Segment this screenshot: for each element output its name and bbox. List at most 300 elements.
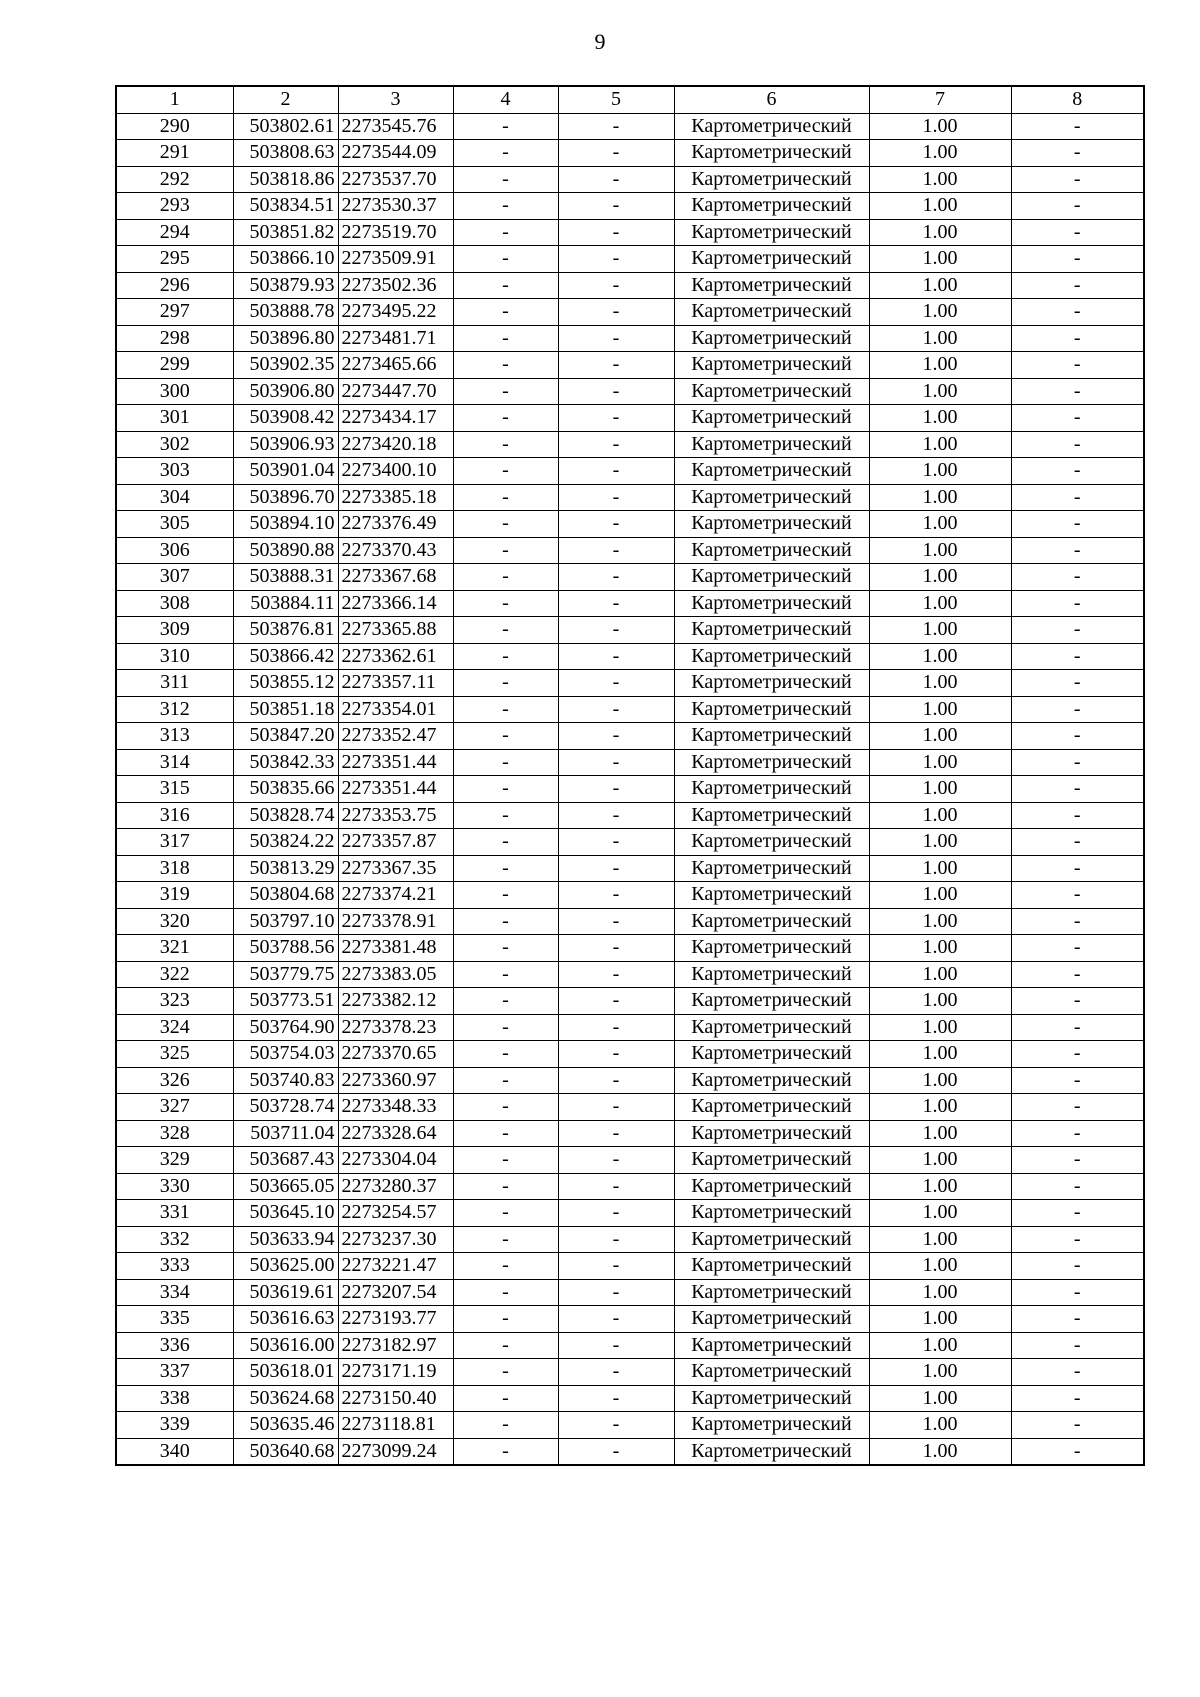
- y-coordinate-cell: 2273537.70: [338, 166, 453, 193]
- table-body: [116, 113, 1144, 1465]
- col8-cell: -: [1011, 802, 1144, 829]
- col5-cell: -: [558, 378, 674, 405]
- method-cell: Картометрический: [674, 458, 869, 485]
- y-coordinate-cell: 2273365.88: [338, 617, 453, 644]
- method-cell: Картометрический: [674, 352, 869, 379]
- point-number-cell: 296: [116, 272, 233, 299]
- method-cell: Картометрический: [674, 988, 869, 1015]
- col5-cell: -: [558, 802, 674, 829]
- method-cell: Картометрический: [674, 749, 869, 776]
- x-coordinate-cell: 503866.10: [233, 246, 338, 273]
- method-cell: Картометрический: [674, 1120, 869, 1147]
- col4-cell: -: [453, 325, 558, 352]
- col8-cell: -: [1011, 1041, 1144, 1068]
- point-number-cell: 299: [116, 352, 233, 379]
- accuracy-cell: 1.00: [869, 219, 1011, 246]
- col8-cell: -: [1011, 776, 1144, 803]
- point-number-cell: 318: [116, 855, 233, 882]
- table-row: [116, 1226, 1144, 1253]
- table-row: [116, 1173, 1144, 1200]
- method-cell: Картометрический: [674, 802, 869, 829]
- col5-cell: -: [558, 1359, 674, 1386]
- method-cell: Картометрический: [674, 1200, 869, 1227]
- col5-cell: -: [558, 484, 674, 511]
- accuracy-cell: 1.00: [869, 1359, 1011, 1386]
- col8-cell: -: [1011, 113, 1144, 140]
- column-header: 8: [1011, 86, 1144, 113]
- col4-cell: -: [453, 829, 558, 856]
- method-cell: Картометрический: [674, 272, 869, 299]
- x-coordinate-cell: 503884.11: [233, 590, 338, 617]
- col8-cell: -: [1011, 1306, 1144, 1333]
- point-number-cell: 307: [116, 564, 233, 591]
- col4-cell: -: [453, 1438, 558, 1465]
- accuracy-cell: 1.00: [869, 1041, 1011, 1068]
- method-cell: Картометрический: [674, 776, 869, 803]
- point-number-cell: 300: [116, 378, 233, 405]
- x-coordinate-cell: 503866.42: [233, 643, 338, 670]
- table-row: [116, 1385, 1144, 1412]
- col5-cell: -: [558, 1147, 674, 1174]
- table-row: [116, 776, 1144, 803]
- col8-cell: -: [1011, 643, 1144, 670]
- col8-cell: -: [1011, 935, 1144, 962]
- col8-cell: -: [1011, 590, 1144, 617]
- point-number-cell: 304: [116, 484, 233, 511]
- col8-cell: -: [1011, 272, 1144, 299]
- x-coordinate-cell: 503888.78: [233, 299, 338, 326]
- y-coordinate-cell: 2273352.47: [338, 723, 453, 750]
- table-row: [116, 723, 1144, 750]
- point-number-cell: 293: [116, 193, 233, 220]
- method-cell: Картометрический: [674, 1094, 869, 1121]
- x-coordinate-cell: 503728.74: [233, 1094, 338, 1121]
- x-coordinate-cell: 503804.68: [233, 882, 338, 909]
- method-cell: Картометрический: [674, 1412, 869, 1439]
- accuracy-cell: 1.00: [869, 988, 1011, 1015]
- col8-cell: -: [1011, 1332, 1144, 1359]
- point-number-cell: 334: [116, 1279, 233, 1306]
- point-number-cell: 290: [116, 113, 233, 140]
- table-row: [116, 855, 1144, 882]
- accuracy-cell: 1.00: [869, 1306, 1011, 1333]
- col8-cell: -: [1011, 1385, 1144, 1412]
- method-cell: Картометрический: [674, 670, 869, 697]
- x-coordinate-cell: 503842.33: [233, 749, 338, 776]
- accuracy-cell: 1.00: [869, 1147, 1011, 1174]
- x-coordinate-cell: 503740.83: [233, 1067, 338, 1094]
- y-coordinate-cell: 2273383.05: [338, 961, 453, 988]
- point-number-cell: 315: [116, 776, 233, 803]
- col8-cell: -: [1011, 458, 1144, 485]
- x-coordinate-cell: 503640.68: [233, 1438, 338, 1465]
- col5-cell: -: [558, 166, 674, 193]
- col5-cell: -: [558, 1412, 674, 1439]
- y-coordinate-cell: 2273447.70: [338, 378, 453, 405]
- x-coordinate-cell: 503618.01: [233, 1359, 338, 1386]
- method-cell: Картометрический: [674, 140, 869, 167]
- col5-cell: -: [558, 670, 674, 697]
- method-cell: Картометрический: [674, 431, 869, 458]
- table-row: [116, 961, 1144, 988]
- point-number-cell: 320: [116, 908, 233, 935]
- column-header: 6: [674, 86, 869, 113]
- x-coordinate-cell: 503624.68: [233, 1385, 338, 1412]
- x-coordinate-cell: 503711.04: [233, 1120, 338, 1147]
- point-number-cell: 295: [116, 246, 233, 273]
- point-number-cell: 325: [116, 1041, 233, 1068]
- accuracy-cell: 1.00: [869, 829, 1011, 856]
- y-coordinate-cell: 2273353.75: [338, 802, 453, 829]
- table-row: [116, 882, 1144, 909]
- col5-cell: -: [558, 1041, 674, 1068]
- col4-cell: -: [453, 246, 558, 273]
- method-cell: Картометрический: [674, 855, 869, 882]
- method-cell: Картометрический: [674, 299, 869, 326]
- y-coordinate-cell: 2273502.36: [338, 272, 453, 299]
- x-coordinate-cell: 503902.35: [233, 352, 338, 379]
- col4-cell: -: [453, 1226, 558, 1253]
- accuracy-cell: 1.00: [869, 855, 1011, 882]
- y-coordinate-cell: 2273378.23: [338, 1014, 453, 1041]
- col4-cell: -: [453, 219, 558, 246]
- x-coordinate-cell: 503619.61: [233, 1279, 338, 1306]
- col4-cell: -: [453, 802, 558, 829]
- col8-cell: -: [1011, 988, 1144, 1015]
- accuracy-cell: 1.00: [869, 1332, 1011, 1359]
- col8-cell: -: [1011, 829, 1144, 856]
- col5-cell: -: [558, 352, 674, 379]
- table-row: [116, 1359, 1144, 1386]
- col5-cell: -: [558, 1385, 674, 1412]
- col4-cell: -: [453, 908, 558, 935]
- col5-cell: -: [558, 723, 674, 750]
- method-cell: Картометрический: [674, 378, 869, 405]
- col8-cell: -: [1011, 670, 1144, 697]
- col4-cell: -: [453, 590, 558, 617]
- col4-cell: -: [453, 1120, 558, 1147]
- method-cell: Картометрический: [674, 166, 869, 193]
- col4-cell: -: [453, 776, 558, 803]
- x-coordinate-cell: 503797.10: [233, 908, 338, 935]
- y-coordinate-cell: 2273304.04: [338, 1147, 453, 1174]
- table-row: [116, 140, 1144, 167]
- table-row: [116, 246, 1144, 273]
- col8-cell: -: [1011, 1359, 1144, 1386]
- col5-cell: -: [558, 1332, 674, 1359]
- accuracy-cell: 1.00: [869, 1094, 1011, 1121]
- accuracy-cell: 1.00: [869, 405, 1011, 432]
- method-cell: Картометрический: [674, 1147, 869, 1174]
- y-coordinate-cell: 2273118.81: [338, 1412, 453, 1439]
- col4-cell: -: [453, 1041, 558, 1068]
- method-cell: Картометрический: [674, 1359, 869, 1386]
- col8-cell: -: [1011, 1147, 1144, 1174]
- method-cell: Картометрический: [674, 193, 869, 220]
- col4-cell: -: [453, 1279, 558, 1306]
- col5-cell: -: [558, 140, 674, 167]
- col4-cell: -: [453, 511, 558, 538]
- col5-cell: -: [558, 749, 674, 776]
- table-row: [116, 431, 1144, 458]
- method-cell: Картометрический: [674, 1226, 869, 1253]
- accuracy-cell: 1.00: [869, 299, 1011, 326]
- method-cell: Картометрический: [674, 829, 869, 856]
- y-coordinate-cell: 2273357.11: [338, 670, 453, 697]
- col5-cell: -: [558, 961, 674, 988]
- x-coordinate-cell: 503635.46: [233, 1412, 338, 1439]
- y-coordinate-cell: 2273376.49: [338, 511, 453, 538]
- col8-cell: -: [1011, 484, 1144, 511]
- accuracy-cell: 1.00: [869, 564, 1011, 591]
- table-row: [116, 1332, 1144, 1359]
- col8-cell: -: [1011, 166, 1144, 193]
- accuracy-cell: 1.00: [869, 378, 1011, 405]
- method-cell: Картометрический: [674, 1014, 869, 1041]
- point-number-cell: 308: [116, 590, 233, 617]
- table-row: [116, 405, 1144, 432]
- table-row: [116, 511, 1144, 538]
- col8-cell: -: [1011, 723, 1144, 750]
- col4-cell: -: [453, 431, 558, 458]
- x-coordinate-cell: 503876.81: [233, 617, 338, 644]
- col5-cell: -: [558, 643, 674, 670]
- point-number-cell: 328: [116, 1120, 233, 1147]
- y-coordinate-cell: 2273221.47: [338, 1253, 453, 1280]
- col4-cell: -: [453, 378, 558, 405]
- point-number-cell: 333: [116, 1253, 233, 1280]
- accuracy-cell: 1.00: [869, 537, 1011, 564]
- table-row: [116, 617, 1144, 644]
- col5-cell: -: [558, 1253, 674, 1280]
- col8-cell: -: [1011, 908, 1144, 935]
- accuracy-cell: 1.00: [869, 749, 1011, 776]
- table-row: [116, 193, 1144, 220]
- col4-cell: -: [453, 670, 558, 697]
- accuracy-cell: 1.00: [869, 670, 1011, 697]
- col5-cell: -: [558, 988, 674, 1015]
- y-coordinate-cell: 2273357.87: [338, 829, 453, 856]
- method-cell: Картометрический: [674, 113, 869, 140]
- x-coordinate-cell: 503835.66: [233, 776, 338, 803]
- point-number-cell: 332: [116, 1226, 233, 1253]
- table-row: [116, 1438, 1144, 1465]
- accuracy-cell: 1.00: [869, 776, 1011, 803]
- accuracy-cell: 1.00: [869, 617, 1011, 644]
- method-cell: Картометрический: [674, 325, 869, 352]
- accuracy-cell: 1.00: [869, 166, 1011, 193]
- y-coordinate-cell: 2273434.17: [338, 405, 453, 432]
- col8-cell: -: [1011, 1014, 1144, 1041]
- x-coordinate-cell: 503645.10: [233, 1200, 338, 1227]
- method-cell: Картометрический: [674, 1438, 869, 1465]
- col5-cell: -: [558, 564, 674, 591]
- col5-cell: -: [558, 1279, 674, 1306]
- x-coordinate-cell: 503616.63: [233, 1306, 338, 1333]
- y-coordinate-cell: 2273351.44: [338, 749, 453, 776]
- y-coordinate-cell: 2273099.24: [338, 1438, 453, 1465]
- col5-cell: -: [558, 855, 674, 882]
- col8-cell: -: [1011, 1438, 1144, 1465]
- x-coordinate-cell: 503616.00: [233, 1332, 338, 1359]
- method-cell: Картометрический: [674, 564, 869, 591]
- column-header: 4: [453, 86, 558, 113]
- col4-cell: -: [453, 1332, 558, 1359]
- col4-cell: -: [453, 193, 558, 220]
- y-coordinate-cell: 2273207.54: [338, 1279, 453, 1306]
- accuracy-cell: 1.00: [869, 511, 1011, 538]
- method-cell: Картометрический: [674, 935, 869, 962]
- method-cell: Картометрический: [674, 1253, 869, 1280]
- method-cell: Картометрический: [674, 908, 869, 935]
- table-row: [116, 1253, 1144, 1280]
- table-row: [116, 670, 1144, 697]
- col4-cell: -: [453, 1173, 558, 1200]
- table-row: [116, 1147, 1144, 1174]
- col4-cell: -: [453, 1014, 558, 1041]
- col4-cell: -: [453, 272, 558, 299]
- method-cell: Картометрический: [674, 961, 869, 988]
- table-row: [116, 378, 1144, 405]
- table-row: [116, 484, 1144, 511]
- accuracy-cell: 1.00: [869, 140, 1011, 167]
- table-row: [116, 166, 1144, 193]
- col8-cell: -: [1011, 961, 1144, 988]
- y-coordinate-cell: 2273367.35: [338, 855, 453, 882]
- accuracy-cell: 1.00: [869, 352, 1011, 379]
- table-row: [116, 829, 1144, 856]
- col5-cell: -: [558, 113, 674, 140]
- table-row: [116, 299, 1144, 326]
- y-coordinate-cell: 2273348.33: [338, 1094, 453, 1121]
- y-coordinate-cell: 2273465.66: [338, 352, 453, 379]
- point-number-cell: 313: [116, 723, 233, 750]
- table-row: [116, 1014, 1144, 1041]
- accuracy-cell: 1.00: [869, 484, 1011, 511]
- y-coordinate-cell: 2273385.18: [338, 484, 453, 511]
- table-row: [116, 219, 1144, 246]
- accuracy-cell: 1.00: [869, 961, 1011, 988]
- col4-cell: -: [453, 1200, 558, 1227]
- col4-cell: -: [453, 988, 558, 1015]
- accuracy-cell: 1.00: [869, 431, 1011, 458]
- accuracy-cell: 1.00: [869, 1438, 1011, 1465]
- col5-cell: -: [558, 1438, 674, 1465]
- table-row: [116, 590, 1144, 617]
- table-row: [116, 749, 1144, 776]
- y-coordinate-cell: 2273545.76: [338, 113, 453, 140]
- point-number-cell: 336: [116, 1332, 233, 1359]
- col5-cell: -: [558, 1200, 674, 1227]
- col5-cell: -: [558, 935, 674, 962]
- accuracy-cell: 1.00: [869, 1253, 1011, 1280]
- col8-cell: -: [1011, 1173, 1144, 1200]
- table-row: [116, 643, 1144, 670]
- table-row: [116, 458, 1144, 485]
- col8-cell: -: [1011, 617, 1144, 644]
- col5-cell: -: [558, 1067, 674, 1094]
- col4-cell: -: [453, 113, 558, 140]
- col5-cell: -: [558, 829, 674, 856]
- y-coordinate-cell: 2273254.57: [338, 1200, 453, 1227]
- col4-cell: -: [453, 1253, 558, 1280]
- col8-cell: -: [1011, 749, 1144, 776]
- col4-cell: -: [453, 166, 558, 193]
- col4-cell: -: [453, 299, 558, 326]
- y-coordinate-cell: 2273382.12: [338, 988, 453, 1015]
- col8-cell: -: [1011, 140, 1144, 167]
- accuracy-cell: 1.00: [869, 882, 1011, 909]
- col5-cell: -: [558, 590, 674, 617]
- point-number-cell: 340: [116, 1438, 233, 1465]
- table-row: [116, 113, 1144, 140]
- col4-cell: -: [453, 1094, 558, 1121]
- page-number: 9: [594, 29, 606, 54]
- table-row: [116, 352, 1144, 379]
- col5-cell: -: [558, 1173, 674, 1200]
- point-number-cell: 335: [116, 1306, 233, 1333]
- x-coordinate-cell: 503906.93: [233, 431, 338, 458]
- col5-cell: -: [558, 882, 674, 909]
- col5-cell: -: [558, 272, 674, 299]
- col8-cell: -: [1011, 1412, 1144, 1439]
- table-row: [116, 564, 1144, 591]
- col4-cell: -: [453, 1147, 558, 1174]
- method-cell: Картометрический: [674, 484, 869, 511]
- col4-cell: -: [453, 1067, 558, 1094]
- y-coordinate-cell: 2273351.44: [338, 776, 453, 803]
- table-row: [116, 802, 1144, 829]
- col4-cell: -: [453, 1385, 558, 1412]
- y-coordinate-cell: 2273366.14: [338, 590, 453, 617]
- table-row: [116, 988, 1144, 1015]
- table-row: [116, 908, 1144, 935]
- point-number-cell: 338: [116, 1385, 233, 1412]
- table-row: [116, 1412, 1144, 1439]
- accuracy-cell: 1.00: [869, 1173, 1011, 1200]
- point-number-cell: 302: [116, 431, 233, 458]
- accuracy-cell: 1.00: [869, 1279, 1011, 1306]
- x-coordinate-cell: 503855.12: [233, 670, 338, 697]
- x-coordinate-cell: 503773.51: [233, 988, 338, 1015]
- accuracy-cell: 1.00: [869, 1120, 1011, 1147]
- col8-cell: -: [1011, 193, 1144, 220]
- col4-cell: -: [453, 696, 558, 723]
- y-coordinate-cell: 2273378.91: [338, 908, 453, 935]
- point-number-cell: 319: [116, 882, 233, 909]
- x-coordinate-cell: 503851.82: [233, 219, 338, 246]
- point-number-cell: 322: [116, 961, 233, 988]
- column-header: 5: [558, 86, 674, 113]
- method-cell: Картометрический: [674, 1173, 869, 1200]
- method-cell: Картометрический: [674, 590, 869, 617]
- accuracy-cell: 1.00: [869, 1385, 1011, 1412]
- y-coordinate-cell: 2273519.70: [338, 219, 453, 246]
- y-coordinate-cell: 2273530.37: [338, 193, 453, 220]
- col4-cell: -: [453, 1306, 558, 1333]
- col8-cell: -: [1011, 219, 1144, 246]
- col5-cell: -: [558, 511, 674, 538]
- x-coordinate-cell: 503764.90: [233, 1014, 338, 1041]
- y-coordinate-cell: 2273354.01: [338, 696, 453, 723]
- x-coordinate-cell: 503847.20: [233, 723, 338, 750]
- point-number-cell: 323: [116, 988, 233, 1015]
- y-coordinate-cell: 2273509.91: [338, 246, 453, 273]
- point-number-cell: 317: [116, 829, 233, 856]
- x-coordinate-cell: 503908.42: [233, 405, 338, 432]
- column-header: 3: [338, 86, 453, 113]
- col5-cell: -: [558, 1226, 674, 1253]
